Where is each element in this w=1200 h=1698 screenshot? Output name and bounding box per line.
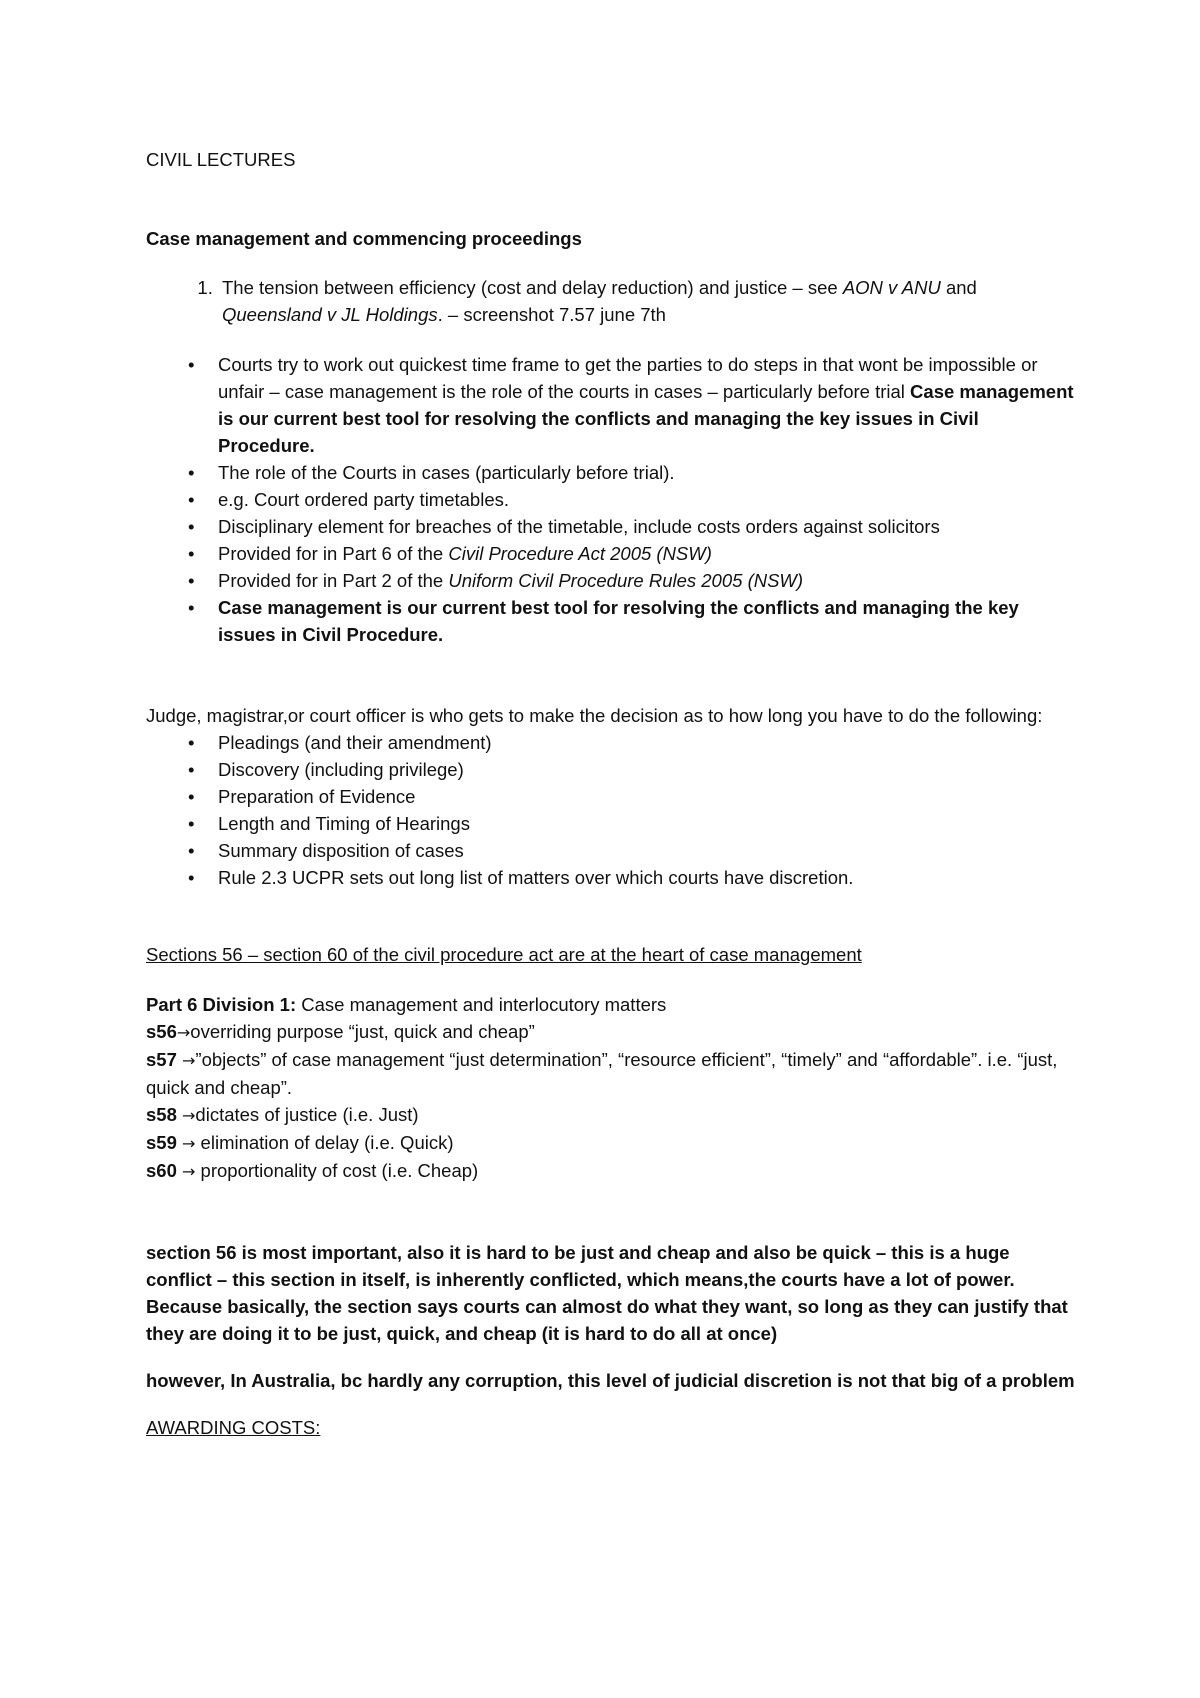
- section-line-s59: [146, 1129, 1076, 1157]
- section-text: ”objects” of case management “just determination”, “resource efficient”, “timely” and “affordable”. i.e. “just, quick and cheap”.: [146, 1049, 1058, 1098]
- arrow-right-icon: →: [182, 1134, 196, 1153]
- bullet-item: [146, 351, 1076, 459]
- arrow-right-icon: →: [182, 1106, 196, 1125]
- case-management-bullets: [146, 351, 1076, 648]
- civil-procedure-act: Civil Procedure Act 2005 (NSW): [448, 543, 712, 564]
- section-number: s57: [146, 1049, 183, 1070]
- section-line-s57: [146, 1046, 1076, 1101]
- arrow-right-icon: →: [182, 1162, 196, 1181]
- arrow-right-icon: →: [176, 1023, 191, 1042]
- numbered-text-c: . – screenshot 7.57 june 7th: [437, 304, 666, 325]
- numbered-list: [146, 274, 1076, 328]
- numbered-text-b: and: [940, 277, 977, 298]
- bullet-item: [146, 864, 1076, 891]
- bullet-6-text: Provided for in Part 2 of the: [218, 570, 449, 591]
- bullet-1-bold: Case management is our current best tool for resolving the conflicts and managing the key issues in Civil Procedure.: [218, 381, 1074, 456]
- part6-text: Case management and interlocutory matters: [296, 994, 667, 1015]
- section-text: overriding purpose “just, quick and cheap”: [190, 1021, 535, 1042]
- australia-paragraph: however, In Australia, bc hardly any corruption, this level of judicial discretion is not that big of a problem: [146, 1370, 1075, 1391]
- arrow-right-icon: →: [182, 1051, 196, 1070]
- section-line-s58: [146, 1101, 1076, 1129]
- case-queensland-v-jl: Queensland v JL Holdings: [222, 304, 438, 325]
- s56-paragraph: section 56 is most important, also it is hard to be just and cheap and also be quick – this is a huge conflict – this section in itself, is inherently conflicted, which means,the courts have a lot of power. Because basically, the section says courts can almost do what they want, so long as they can justify that they are doing it to be just, quick, and cheap (it is hard to do all at once): [146, 1242, 1068, 1344]
- section-text: proportionality of cost (i.e. Cheap): [195, 1160, 479, 1181]
- part6-line: [146, 991, 1076, 1018]
- judge-intro-paragraph: Judge, magistrar,or court officer is who gets to make the decision as to how long you have to do the following:: [146, 705, 1043, 726]
- bullet-item: [146, 837, 1076, 864]
- bullet-item: [146, 459, 1076, 486]
- part6-label: Part 6 Division 1:: [146, 994, 297, 1015]
- bullet-1-text: Courts try to work out quickest time frame to get the parties to do steps in that wont be impossible or unfair – case management is the role of the courts in cases – particularly before trial: [218, 354, 1038, 402]
- uniform-civil-procedure-rules: Uniform Civil Procedure Rules 2005 (NSW): [448, 570, 804, 591]
- bullet-item: [146, 513, 1076, 540]
- bullet-item: [146, 756, 1076, 783]
- bullet-3-text: e.g. Court ordered party timetables.: [218, 489, 510, 510]
- section-text: elimination of delay (i.e. Quick): [195, 1132, 454, 1153]
- section-number: s60: [146, 1160, 183, 1181]
- section-heading: Case management and commencing proceedings: [146, 228, 582, 249]
- discovery-text: Discovery (including privilege): [218, 759, 464, 780]
- bullet-5-text: Provided for in Part 6 of the: [218, 543, 449, 564]
- sections-heading: Sections 56 – section 60 of the civil procedure act are at the heart of case management: [146, 944, 862, 965]
- section-line-s60: [146, 1157, 1076, 1185]
- rule-2-3-text: Rule 2.3 UCPR sets out long list of matters over which courts have discretion.: [218, 867, 854, 888]
- discretion-bullets: [146, 729, 1076, 891]
- document-body: [146, 146, 1076, 1441]
- summary-disposition-text: Summary disposition of cases: [218, 840, 464, 861]
- case-aon-v-anu: AON v ANU: [842, 277, 941, 298]
- section-text: dictates of justice (i.e. Just): [195, 1104, 419, 1125]
- bullet-item: [146, 729, 1076, 756]
- numbered-item-1: [218, 274, 1076, 328]
- bullet-item: [146, 567, 1076, 594]
- bullet-4-text: Disciplinary element for breaches of the timetable, include costs orders against solicitors: [218, 516, 940, 537]
- bullet-item: [146, 783, 1076, 810]
- hearings-text: Length and Timing of Hearings: [218, 813, 470, 834]
- bullet-item: [146, 540, 1076, 567]
- bullet-7-text: Case management is our current best tool for resolving the conflicts and managing the key issues in Civil Procedure.: [218, 597, 1019, 645]
- bullet-item: [146, 594, 1076, 648]
- bullet-item: [146, 810, 1076, 837]
- section-number: s58: [146, 1104, 183, 1125]
- document-title: CIVIL LECTURES: [146, 149, 296, 170]
- evidence-text: Preparation of Evidence: [218, 786, 416, 807]
- bullet-item: [146, 486, 1076, 513]
- section-line-s56: [146, 1018, 1076, 1046]
- numbered-text-a: The tension between efficiency (cost and delay reduction) and justice – see: [222, 277, 843, 298]
- bullet-2-text: The role of the Courts in cases (particularly before trial).: [218, 462, 675, 483]
- section-number: s56: [146, 1021, 177, 1042]
- awarding-costs-heading: AWARDING COSTS:: [146, 1417, 321, 1438]
- pleadings-text: Pleadings (and their amendment): [218, 732, 492, 753]
- section-number: s59: [146, 1132, 183, 1153]
